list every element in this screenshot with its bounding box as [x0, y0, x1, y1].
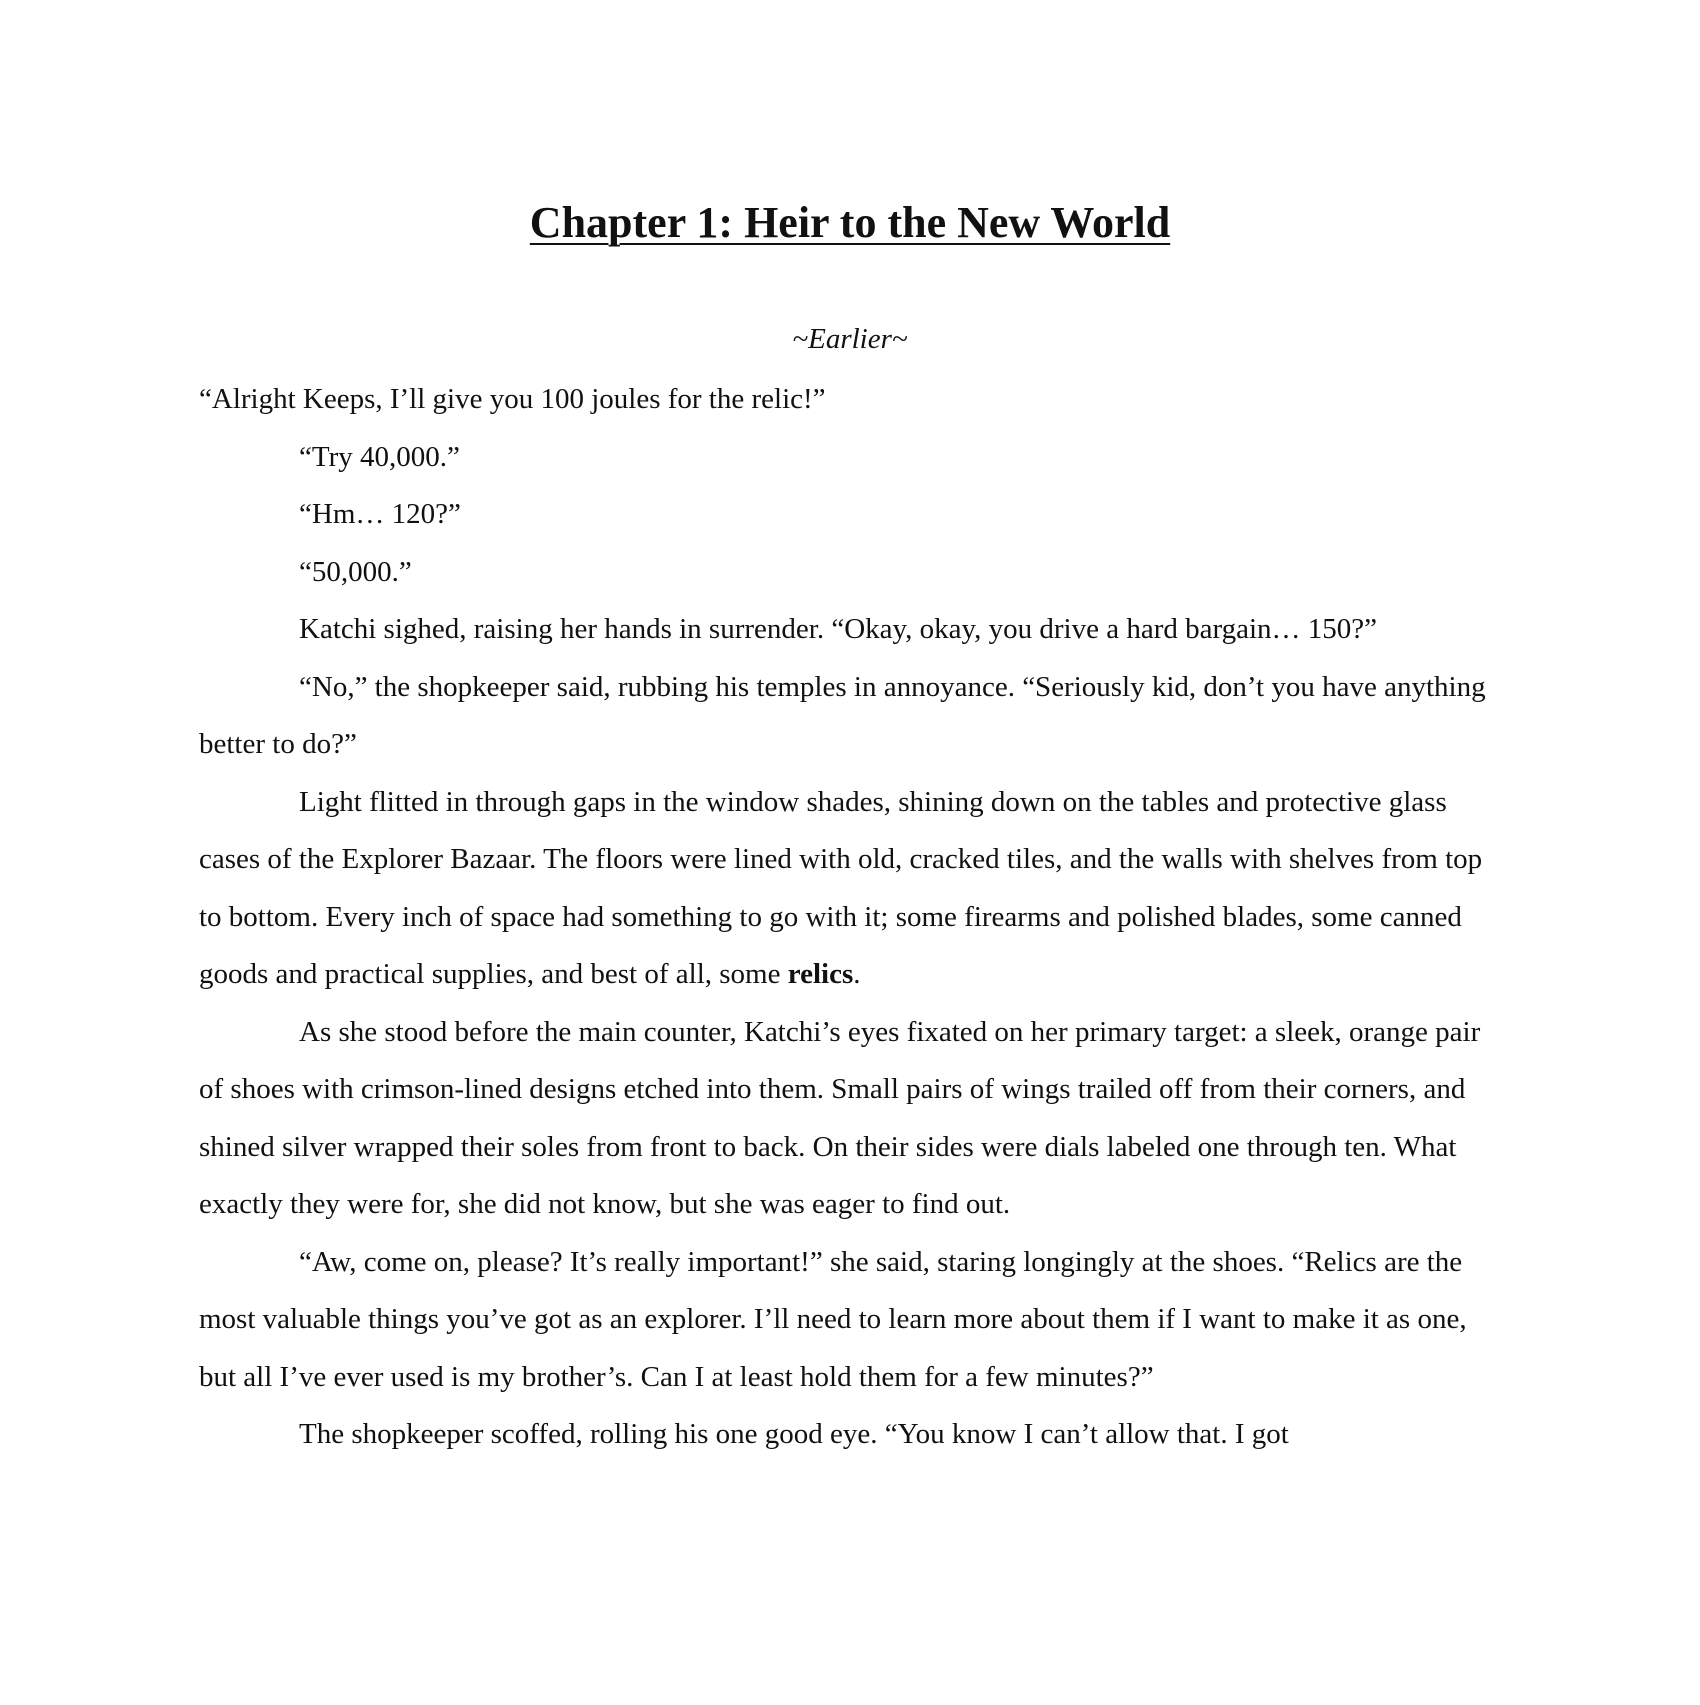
paragraph: “50,000.” [299, 555, 412, 588]
paragraph-punctuation: . [853, 958, 861, 990]
chapter-body [199, 371, 1504, 1464]
chapter-title [0, 197, 1700, 250]
paragraph: The shopkeeper scoffed, rolling his one good eye. “You know I can’t allow that. I got [299, 1418, 1289, 1450]
paragraph-text: Light flitted in through gaps in the window shades, shining down on the tables and protective glass cases of the Explorer Bazaar. The floors were lined with old, cracked tiles, and the walls with shelves from top to bottom. Every inch of space had something to go with it; some firearms and polished blades, some canned goods and practical supplies, and best of all, some [199, 785, 1483, 990]
paragraph: As she stood before the main counter, Katchi’s eyes fixated on her primary target: a sleek, orange pair of shoes with crimson-lined designs etched into them. Small pairs of wings trailed off from their corners, and shined silver wrapped their soles from front to back. On their sides were dials labeled one through ten. What exactly they were for, she did not know, but she was eager to find out. [199, 1015, 1481, 1220]
scene-marker: ~Earlier~ [792, 323, 908, 355]
paragraph: “Alright Keeps, I’ll give you 100 joules for the relic!” [199, 383, 826, 415]
paragraph: “Aw, come on, please? It’s really important!” she said, staring longingly at the shoes. “Relics are the most valuable things you’ve got as an explorer. I’ll need to learn more about them if I want to make it as one, but all I’ve ever used is my brother’s. Can I at least hold them for a few minutes?” [199, 1245, 1467, 1393]
paragraph: “Try 40,000.” [299, 440, 460, 473]
paragraph [199, 774, 1504, 1004]
page-bottom-margin [0, 1690, 1700, 1705]
chapter-title-text: Chapter 1: Heir to the New World [529, 198, 1171, 247]
emphasized-word: relics [787, 958, 854, 990]
paragraph: Katchi sighed, raising her hands in surrender. “Okay, okay, you drive a hard bargain… 150?” [299, 613, 1378, 645]
paragraph: “No,” the shopkeeper said, rubbing his temples in annoyance. “Seriously kid, don’t you have anything better to do?” [199, 670, 1486, 760]
paragraph: “Hm… 120?” [299, 498, 461, 530]
